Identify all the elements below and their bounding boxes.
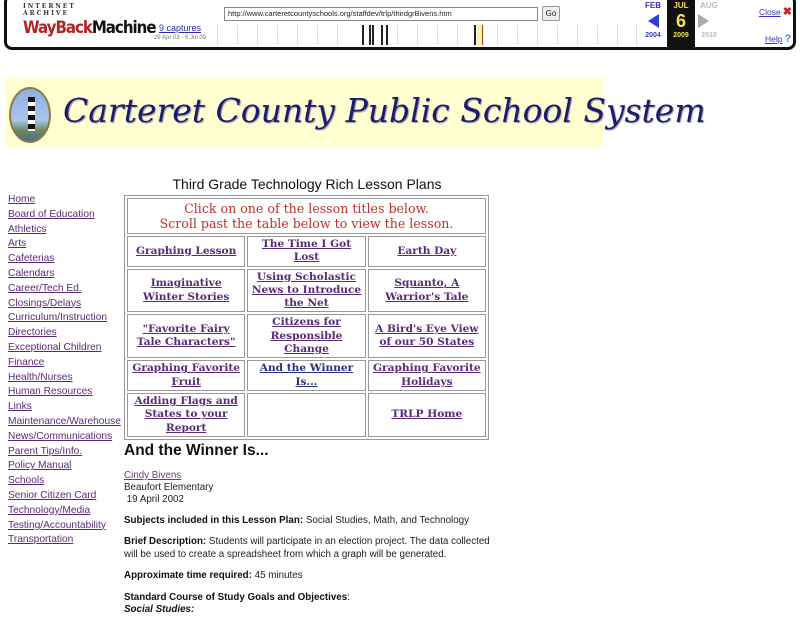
sidebar-item-directories[interactable]: Directories [8, 327, 57, 339]
lesson-author-block [124, 470, 504, 506]
current-capture-mark [482, 25, 483, 45]
trlp-home-link[interactable]: TRLP Home [391, 408, 463, 421]
goals-paragraph: Standard Course of Study Goals and Objectives: Social Studies: [124, 591, 350, 616]
logo-wayback-machine-text: WayBackMachine [23, 16, 156, 38]
subjects-paragraph: Subjects included in this Lesson Plan: Social Studies, Math, and Technology [124, 514, 470, 526]
sidebar-item-athletics[interactable]: Athletics [8, 223, 47, 235]
lesson-date: 19 April 2002 [126, 493, 184, 505]
sidebar-item-health-nurses[interactable]: Health/Nurses [8, 371, 73, 383]
lesson-link[interactable]: A Bird's Eye View of our 50 States [375, 323, 479, 349]
sidebar-item-links[interactable]: Links [8, 401, 32, 413]
lesson-link[interactable]: Adding Flags and States to your Report [134, 394, 238, 434]
lesson-link[interactable]: "Favorite Fairy Tale Characters" [136, 323, 236, 349]
table-row [127, 269, 486, 313]
site-banner [5, 77, 706, 147]
close-link[interactable]: Close [759, 7, 781, 17]
table-instructions: Click on one of the lesson titles below. Scroll past the table below to view the lesson. [127, 198, 486, 234]
lesson-link[interactable]: Graphing Favorite Holidays [372, 362, 481, 388]
capture-mark[interactable] [372, 25, 374, 45]
arrow-right-icon [698, 14, 709, 28]
site-title: Carteret County Public School System [63, 91, 706, 130]
lesson-link[interactable]: Graphing Lesson [136, 244, 237, 257]
sidebar-item-board-of-education[interactable]: Board of Education [8, 208, 95, 220]
current-capture-date: JUL 6 2009 [667, 0, 695, 47]
wayback-toolbar [4, 0, 796, 50]
logo-internet-archive-text: INTERNET ARCHIVE [23, 3, 76, 17]
capture-mark[interactable] [369, 25, 371, 45]
sidebar-item-senior-citizen-card[interactable]: Senior Citizen Card [8, 489, 97, 501]
sidebar-item-cafeterias[interactable]: Cafeterias [8, 253, 55, 265]
capture-timeline[interactable] [217, 25, 637, 47]
help-link[interactable]: Help [765, 34, 783, 44]
next-capture: AUG 2010 [695, 0, 723, 39]
lesson-link[interactable]: Imaginative Winter Stories [143, 277, 230, 303]
lesson-table [124, 195, 489, 440]
lesson-link-current[interactable]: And the Winner Is... [259, 362, 354, 388]
main-content [124, 176, 504, 617]
sidebar-item-calendars[interactable]: Calendars [8, 267, 55, 279]
lighthouse-logo [9, 87, 51, 143]
prev-capture[interactable]: FEB 2004 [645, 1, 661, 39]
close-toolbar[interactable] [759, 5, 792, 18]
sidebar-item-news[interactable]: News/Communications [8, 430, 113, 442]
table-row [127, 360, 486, 391]
arrow-left-icon[interactable] [648, 14, 659, 28]
social-studies-label: Social Studies: [124, 604, 195, 616]
capture-mark[interactable] [381, 25, 383, 45]
lesson-link[interactable]: The Time I Got Lost [261, 238, 352, 264]
lesson-title: And the Winner Is... [124, 441, 269, 459]
sidebar-item-parent-tips[interactable]: Parent Tips/Info. [8, 445, 83, 457]
sidebar-item-curriculum[interactable]: Curriculum/Instruction [8, 312, 108, 324]
table-row [127, 314, 486, 358]
sidebar-item-transportation[interactable]: Transportation [8, 534, 74, 546]
sidebar-item-career-tech[interactable]: Career/Tech Ed. [8, 282, 82, 294]
url-input[interactable]: http://www.carteretcountyschools.org/staffdev/trlp/thirdgrBivens.htm [224, 7, 538, 21]
capture-mark[interactable] [474, 25, 476, 45]
captures-info [145, 23, 215, 41]
close-icon[interactable]: ✖ [782, 6, 792, 18]
sidebar-item-schools[interactable]: Schools [8, 475, 45, 487]
lighthouse-icon [28, 97, 35, 131]
sidebar-nav [8, 193, 126, 548]
captures-range: 29 Apr 03 - 6 Jul 09 [153, 35, 207, 41]
sidebar-item-finance[interactable]: Finance [8, 356, 45, 368]
page-title: Third Grade Technology Rich Lesson Plans [172, 176, 442, 192]
lesson-link[interactable]: Citizens for Responsible Change [270, 316, 343, 356]
sidebar-item-testing[interactable]: Testing/Accountability [8, 519, 106, 531]
help-icon[interactable]: ? [784, 33, 792, 45]
description-paragraph: Brief Description: Students will participate in an election project. The data collected will be used to create a spreadsheet from which a graph will be generated. [124, 536, 490, 560]
capture-mark[interactable] [386, 25, 388, 45]
author-link[interactable]: Cindy Bivens [124, 469, 182, 481]
lesson-link[interactable]: Earth Day [397, 244, 457, 257]
time-paragraph: Approximate time required: 45 minutes [124, 570, 303, 582]
lesson-link[interactable]: Squanto, A Warrior's Tale [385, 277, 469, 303]
lesson-link[interactable]: Graphing Favorite Fruit [132, 362, 241, 388]
table-row [127, 393, 486, 437]
sidebar-item-home[interactable]: Home [8, 194, 36, 205]
sidebar-item-exceptional-children[interactable]: Exceptional Children [8, 341, 102, 353]
sidebar-item-maintenance[interactable]: Maintenance/Warehouse [8, 415, 121, 427]
sidebar-item-arts[interactable]: Arts [8, 238, 27, 250]
go-button[interactable]: Go [542, 6, 560, 21]
sidebar-item-policy-manual[interactable]: Policy Manual [8, 460, 72, 472]
table-row [127, 236, 486, 267]
lesson-link[interactable]: Using Scholastic News to Introduce the Net [251, 270, 362, 310]
captures-link[interactable]: 9 captures [158, 23, 202, 33]
empty-cell [247, 393, 365, 437]
capture-calendar [639, 0, 725, 47]
sidebar-item-closings-delays[interactable]: Closings/Delays [8, 297, 82, 309]
sidebar-item-technology-media[interactable]: Technology/Media [8, 504, 91, 516]
sidebar-item-human-resources[interactable]: Human Resources [8, 386, 93, 398]
help-toolbar[interactable] [765, 33, 791, 45]
wayback-logo[interactable] [23, 3, 156, 38]
capture-mark[interactable] [362, 25, 364, 45]
school-name: Beaufort Elementary [124, 481, 214, 493]
